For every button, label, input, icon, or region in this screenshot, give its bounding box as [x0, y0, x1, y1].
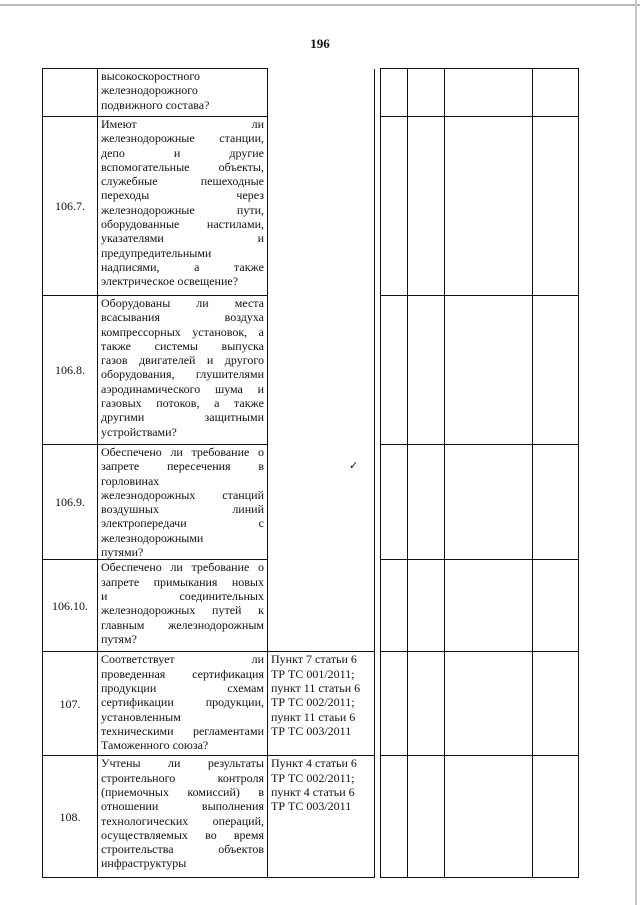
question-line: продукции схемам	[101, 680, 264, 695]
answer-yes-cell	[381, 296, 408, 445]
question-line: строительного контроля	[101, 770, 264, 785]
question-line: Обеспечено ли требование о	[101, 445, 264, 459]
answer-yes-cell	[381, 445, 408, 560]
question-line: железнодорожного	[101, 83, 198, 98]
question-text	[98, 756, 268, 878]
table-row	[43, 652, 579, 756]
question-line: вспомогательные объекты,	[101, 159, 264, 174]
comment-cell	[533, 117, 579, 296]
page-number: 196	[310, 36, 330, 51]
question-text	[98, 296, 268, 445]
question-line: Обеспечено ли требование о	[101, 560, 264, 575]
question-line: железнодорожными	[101, 530, 204, 545]
question-line: другими защитными	[101, 410, 264, 425]
question-line: (приемочных комиссий) в	[101, 784, 264, 799]
question-line: Оборудованы ли места	[101, 296, 264, 310]
question-line: железнодорожных путей к	[101, 603, 264, 618]
question-line: предупредительными	[101, 245, 212, 260]
question-line: инфраструктуры	[101, 856, 187, 871]
question-line: надписями, а также	[101, 259, 264, 274]
answer-na-cell	[445, 756, 533, 878]
question-line: горловинах	[101, 473, 160, 488]
question-line: всасывания воздуха	[101, 310, 264, 325]
question-line: оборудованные настилами,	[101, 217, 264, 232]
comment-cell	[533, 445, 579, 560]
legal-reference	[268, 296, 375, 445]
question-line: устройствами?	[101, 424, 177, 439]
legal-reference	[268, 560, 375, 652]
question-line: запрете примыкания новых	[101, 574, 264, 589]
question-text	[98, 445, 268, 560]
question-line: и соединительных	[101, 588, 264, 603]
comment-cell	[533, 756, 579, 878]
question-line: запрете пересечения в	[101, 459, 264, 474]
question-line: воздушных линий	[101, 502, 264, 517]
question-line: указателями и	[101, 231, 264, 246]
question-line: подвижного состава?	[101, 97, 210, 112]
question-line: путям?	[101, 631, 137, 646]
comment-cell	[533, 296, 579, 445]
table-row	[43, 117, 579, 296]
question-line: путями?	[101, 545, 144, 560]
answer-no-cell	[408, 117, 445, 296]
reference-line: ТР ТС 003/2011	[271, 799, 352, 814]
answer-no-cell	[408, 445, 445, 560]
question-line: газов двигателей и другого	[101, 353, 264, 368]
table-row	[43, 560, 579, 652]
question-line: оборудования, глушителями	[101, 367, 264, 382]
question-line: осуществляемых во время	[101, 827, 264, 842]
answer-no-cell	[408, 69, 445, 117]
item-number: 107.	[43, 652, 98, 756]
reference-line: Пункт 4 статьи 6	[271, 756, 357, 771]
answer-no-cell	[408, 560, 445, 652]
question-line: электрическое освещение?	[101, 274, 239, 289]
checklist-table	[42, 68, 579, 878]
question-line: переходы через	[101, 188, 264, 203]
question-text	[98, 560, 268, 652]
table-row	[43, 756, 579, 878]
answer-no-cell	[408, 756, 445, 878]
question-line: электропередачи с	[101, 516, 264, 531]
reference-line: пункт 11 статьи 6	[271, 680, 361, 695]
item-number: 106.7.	[43, 117, 98, 296]
question-line: строительства объектов	[101, 842, 264, 857]
answer-na-cell	[445, 117, 533, 296]
question-line: отношении выполнения	[101, 799, 264, 814]
question-line: депо и другие	[101, 145, 264, 160]
table-row	[43, 445, 579, 560]
scan-edge-top	[0, 4, 640, 6]
question-line: железнодорожные пути,	[101, 202, 264, 217]
answer-yes-cell	[381, 117, 408, 296]
answer-no-cell	[408, 296, 445, 445]
question-line: Учтены ли результаты	[101, 756, 264, 771]
question-text	[98, 117, 268, 296]
answer-yes-cell	[381, 69, 408, 117]
answer-na-cell	[445, 652, 533, 756]
item-number	[43, 69, 98, 117]
question-line: железнодорожные станции,	[101, 131, 264, 146]
question-line: техническими регламентами	[101, 723, 264, 738]
reference-line: ТР ТС 001/2011;	[271, 666, 355, 681]
question-line: технологических операций,	[101, 813, 264, 828]
question-line: Таможенного союза?	[101, 738, 209, 753]
item-number: 106.9.	[43, 445, 98, 560]
question-line: сертификации продукции,	[101, 695, 264, 710]
table-row	[43, 296, 579, 445]
question-line: компрессорных установок, а	[101, 324, 264, 339]
answer-na-cell	[445, 69, 533, 117]
legal-reference	[268, 69, 375, 117]
scan-edge-right	[635, 0, 637, 905]
answer-na-cell	[445, 296, 533, 445]
answer-no-cell	[408, 652, 445, 756]
item-number: 106.10.	[43, 560, 98, 652]
answer-yes-cell	[381, 560, 408, 652]
question-line: главным железнодорожным	[101, 617, 264, 632]
item-number: 106.8.	[43, 296, 98, 445]
legal-reference	[268, 652, 375, 756]
stray-checkmark: ✓	[349, 460, 359, 472]
legal-reference	[268, 117, 375, 296]
question-line: Соответствует ли	[101, 652, 264, 667]
question-line: аэродинамического шума и	[101, 381, 264, 396]
answer-na-cell	[445, 445, 533, 560]
question-line: служебные пешеходные	[101, 174, 264, 189]
table-row	[43, 69, 579, 117]
item-number: 108.	[43, 756, 98, 878]
question-line: установленным	[101, 709, 181, 724]
answer-yes-cell	[381, 652, 408, 756]
question-text	[98, 652, 268, 756]
legal-reference	[268, 756, 375, 878]
reference-line: Пункт 7 статьи 6	[271, 652, 357, 667]
comment-cell	[533, 652, 579, 756]
reference-line: ТР ТС 002/2011;	[271, 695, 355, 710]
reference-line: ТР ТС 002/2011;	[271, 770, 355, 785]
answer-na-cell	[445, 560, 533, 652]
question-text	[98, 69, 268, 117]
comment-cell	[533, 69, 579, 117]
question-line: Имеют ли	[101, 117, 264, 131]
legal-reference	[268, 445, 375, 560]
question-line: проведенная сертификация	[101, 666, 264, 681]
question-line: железнодорожных станций	[101, 487, 264, 502]
answer-yes-cell	[381, 756, 408, 878]
question-line: газовых потоков, а также	[101, 396, 264, 411]
reference-line: пункт 4 статьи 6	[271, 784, 355, 799]
question-line: высокоскоростного	[101, 69, 201, 83]
reference-line: ТР ТС 003/2011	[271, 723, 352, 738]
comment-cell	[533, 560, 579, 652]
reference-line: пункт 11 стаьи 6	[271, 709, 356, 724]
question-line: также системы выпуска	[101, 338, 264, 353]
